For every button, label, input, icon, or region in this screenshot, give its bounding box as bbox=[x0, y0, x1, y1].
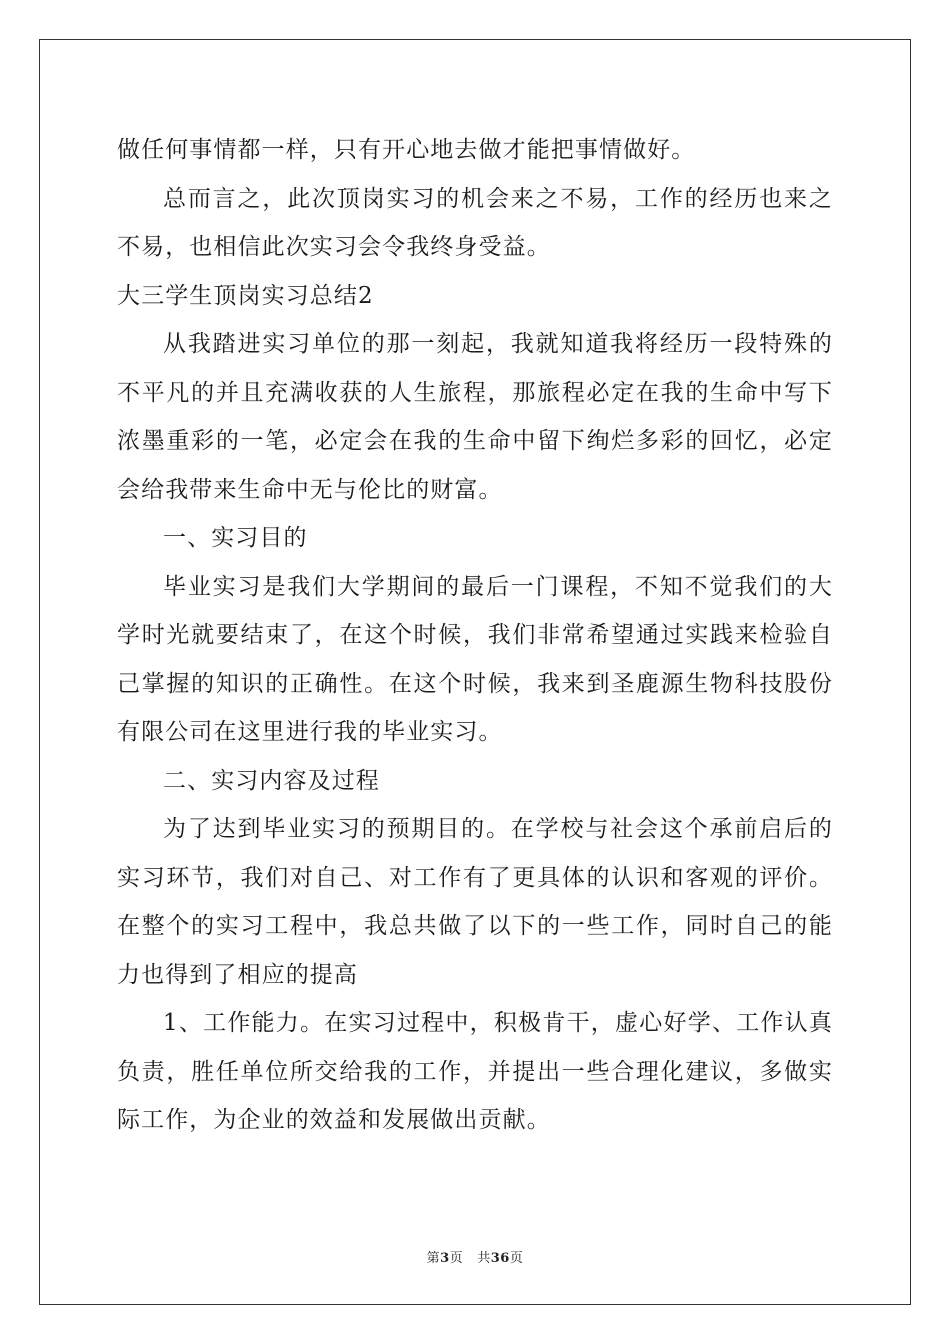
page-prefix: 第 bbox=[426, 1251, 441, 1266]
page-current: 3 bbox=[440, 1251, 450, 1266]
subheading-purpose: 一、实习目的 bbox=[163, 525, 308, 551]
total-suffix: 页 bbox=[509, 1251, 524, 1266]
page-total: 36 bbox=[490, 1251, 510, 1266]
subheading-content: 二、实习内容及过程 bbox=[163, 767, 380, 794]
section-title: 大三学生顶岗实习总结2 bbox=[117, 282, 374, 309]
page-suffix: 页 bbox=[449, 1251, 464, 1266]
paragraph-5: 为了达到毕业实习的预期目的。在学校与社会这个承前启后的实习环节，我们对自己、对工作有了更具体的认识和客观的评价。在整个的实习工程中，我总共做了以下的一些工作，同时自己的能力也得到了相应的提高 bbox=[117, 816, 833, 988]
document-body bbox=[117, 126, 833, 1145]
paragraph-2: 总而言之，此次顶岗实习的机会来之不易，工作的经历也来之不易，也相信此次实习会令我终身受益。 bbox=[117, 185, 833, 260]
total-prefix: 共 bbox=[477, 1251, 491, 1266]
paragraph-4: 毕业实习是我们大学期间的最后一门课程，不知不觉我们的大学时光就要结束了，在这个时候，我们非常希望通过实践来检验自己掌握的知识的正确性。在这个时候，我来到圣鹿源生物科技股份有限公司在这里进行我的毕业实习。 bbox=[117, 573, 833, 745]
paragraph-1: 做任何事情都一样，只有开心地去做才能把事情做好。 bbox=[117, 137, 696, 163]
paragraph-6: 1、工作能力。在实习过程中，积极肯干，虚心好学、工作认真负责，胜任单位所交给我的工作，并提出一些合理化建议，多做实际工作，为企业的效益和发展做出贡献。 bbox=[117, 1010, 833, 1133]
paragraph-3: 从我踏进实习单位的那一刻起，我就知道我将经历一段特殊的不平凡的并且充满收获的人生旅程，那旅程必定在我的生命中写下浓墨重彩的一笔，必定会在我的生命中留下绚烂多彩的回忆，必定会给我带来生命中无与伦比的财富。 bbox=[117, 331, 833, 503]
page-footer bbox=[0, 1247, 950, 1266]
